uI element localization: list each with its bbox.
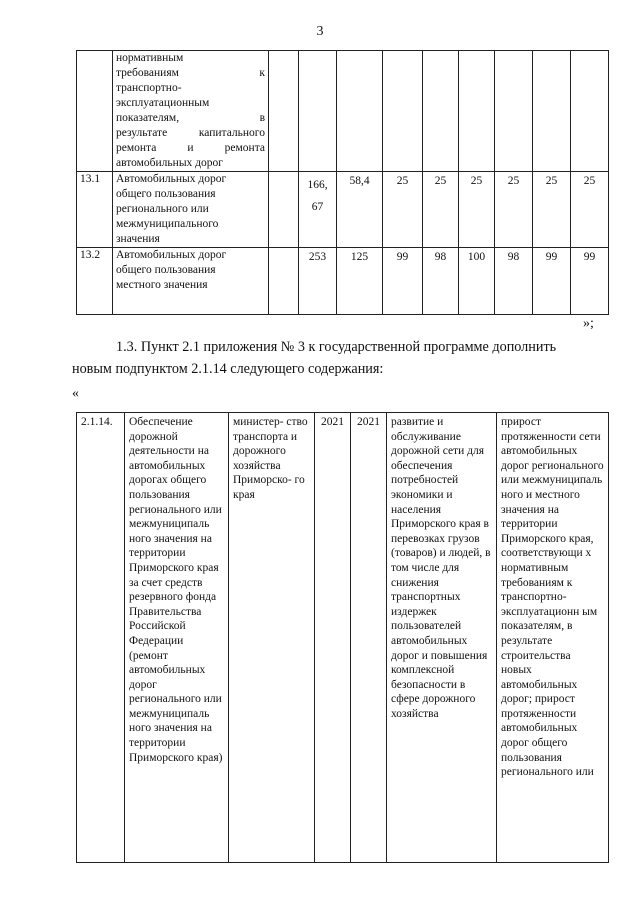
item-code: 2.1.14. (77, 413, 125, 863)
year-start: 2021 (315, 413, 351, 863)
cont-line: нормативным (116, 52, 184, 64)
cont-line: транспортно- (116, 82, 182, 94)
value-cell: 25 (383, 172, 423, 248)
value-cell: 58,4 (337, 172, 383, 248)
value-cell: 25 (495, 172, 533, 248)
cont-line: эксплуатационным (116, 97, 210, 109)
indicator-table (76, 50, 609, 315)
row-number: 13.2 (77, 248, 113, 315)
program-table (76, 412, 609, 863)
value-cell: 25 (533, 172, 571, 248)
value-cell: 98 (423, 248, 459, 315)
cont-line: автомобильных дорог (116, 157, 223, 169)
row-label (113, 248, 269, 315)
label-line: значения (116, 233, 160, 245)
value-cell: 166, 67 (299, 172, 337, 248)
item-executor: министер- ство транспорта и дорожного хозяйства Приморско- го края (229, 413, 315, 863)
value-cell: 25 (571, 172, 609, 248)
value-cell: 25 (459, 172, 495, 248)
row-number: 13.1 (77, 172, 113, 248)
label-line: местного значения (116, 279, 208, 291)
cont-line: результате капитального (116, 127, 265, 139)
page-number: 3 (316, 24, 324, 39)
amendment-paragraph (72, 336, 612, 380)
closing-quote: »; (583, 316, 594, 331)
table-row (77, 413, 609, 863)
paragraph-line-1: 1.3. Пункт 2.1 приложения № 3 к государственной программе дополнить (116, 339, 557, 355)
item-name: Обеспечение дорожной деятельности на автомобильных дорогах общего пользования регионального или межмуниципаль ного значения на территории Приморского края за счет средств резервного фонда Правительства Российской Федерации (ремонт автомобильных дорог регионального или межмуниципаль ного значения на территории Приморского края) (125, 413, 229, 863)
value-cell: 100 (459, 248, 495, 315)
cont-line: требованиям к (116, 67, 265, 79)
label-line: общего пользования (116, 188, 216, 200)
value-cell: 25 (423, 172, 459, 248)
label-line: межмуниципального (116, 218, 219, 230)
label-line: Автомобильных дорог (116, 249, 227, 261)
value-cell: 253 (299, 248, 337, 315)
cont-line: показателям, в (116, 112, 265, 124)
table-row (77, 51, 609, 172)
table-row (77, 248, 609, 315)
label-line: регионального или (116, 203, 209, 215)
opening-quote: « (72, 386, 79, 401)
row-label (113, 172, 269, 248)
label-line: Автомобильных дорог (116, 173, 227, 185)
cont-line: ремонта и ремонта (116, 142, 265, 154)
label-line: общего пользования (116, 264, 216, 276)
value-cell: 98 (495, 248, 533, 315)
continuation-cell (113, 51, 269, 172)
value-cell: 99 (533, 248, 571, 315)
value-cell: 125 (337, 248, 383, 315)
value-cell: 99 (571, 248, 609, 315)
value-cell: 99 (383, 248, 423, 315)
expected-result: развитие и обслуживание дорожной сети для обеспечения потребностей экономики и населения Приморского края в перевозках грузов (товаров) и людей, в том числе для снижения транспортных издержек пользователей автомобильных дорог и повышения комплексной безопасности в сфере дорожного хозяйства (387, 413, 497, 863)
table-row (77, 172, 609, 248)
indicator-link: прирост протяженности сети автомобильных дорог регионального или межмуниципаль ного и местного значения на территории Приморского края, соответствующи х нормативным требованиям к транспортно- эксплуатационн ым показателям, в результате строительства новых автомобильных дорог; прирост протяженности автомобильных дорог общего пользования регионального или (497, 413, 609, 863)
year-end: 2021 (351, 413, 387, 863)
paragraph-line-2: новым подпунктом 2.1.14 следующего содержания: (72, 361, 384, 377)
